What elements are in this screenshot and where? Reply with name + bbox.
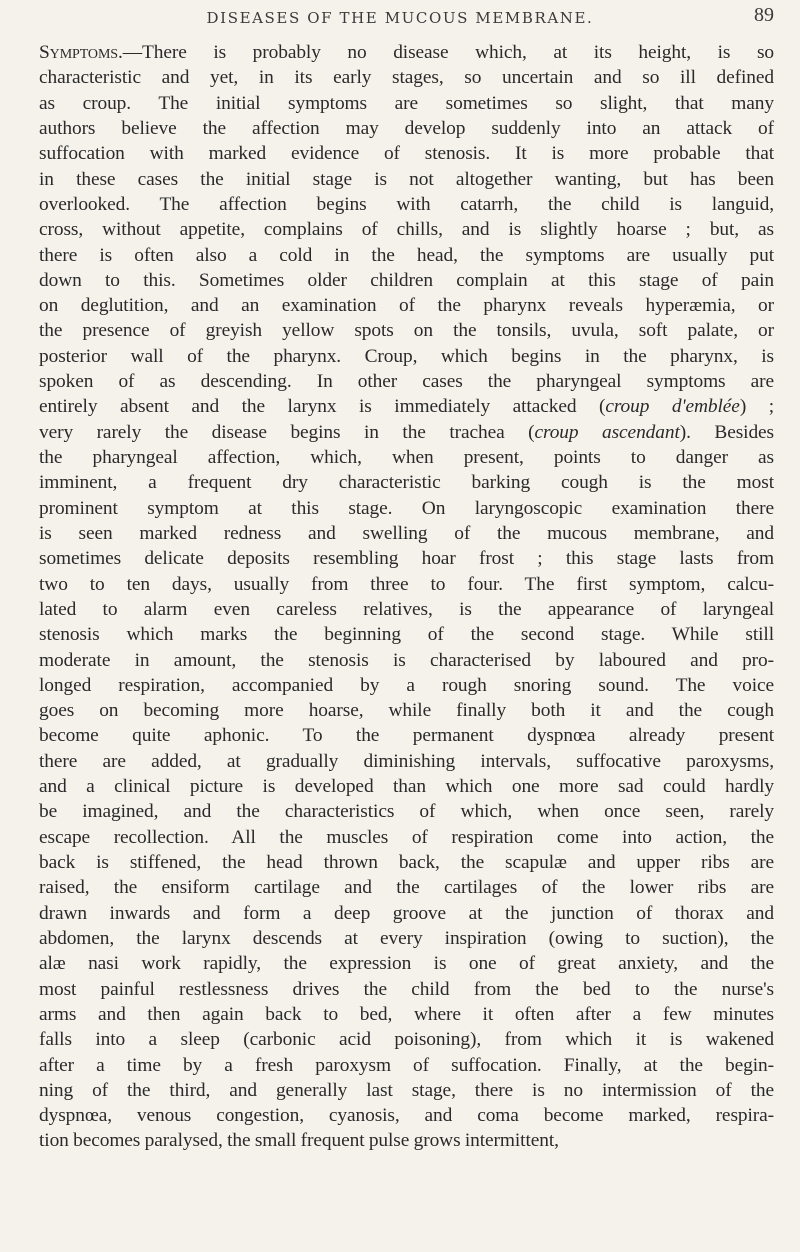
text-line bbox=[39, 875, 774, 900]
text-line bbox=[39, 394, 774, 419]
text-run: characteristic and yet, in its early stages, so uncertain and so ill defined bbox=[39, 67, 774, 89]
text-line bbox=[39, 445, 774, 470]
text-line bbox=[39, 496, 774, 521]
text-run: become quite aphonic. To the permanent dyspnœa already present bbox=[39, 725, 774, 747]
text-line bbox=[39, 673, 774, 698]
text-run: most painful restlessness drives the child from the bed to the nurse's bbox=[39, 978, 774, 1000]
text-line bbox=[39, 217, 774, 242]
text-line bbox=[39, 1002, 774, 1027]
text-line bbox=[39, 901, 774, 926]
text-line bbox=[39, 293, 774, 318]
text-line bbox=[39, 1027, 774, 1052]
text-run: moderate in amount, the stenosis is characterised by laboured and pro- bbox=[39, 649, 774, 671]
text-run: ) ; bbox=[739, 396, 774, 418]
text-line bbox=[39, 1128, 774, 1153]
text-run: longed respiration, accompanied by a rough snoring sound. The voice bbox=[39, 674, 774, 696]
text-run: back is stiffened, the head thrown back, the scapulæ and upper ribs are bbox=[39, 852, 774, 873]
text-line bbox=[39, 192, 774, 217]
body-text bbox=[39, 40, 774, 1154]
text-line bbox=[39, 318, 774, 343]
text-line bbox=[39, 698, 774, 723]
text-line bbox=[39, 344, 774, 369]
text-run: and a clinical picture is developed than which one more sad could hardly bbox=[39, 776, 774, 798]
text-line bbox=[39, 723, 774, 748]
text-run: imminent, a frequent dry characteristic barking cough is the most bbox=[39, 472, 774, 494]
text-run: dyspnœa, venous congestion, cyanosis, and coma become marked, respira- bbox=[39, 1105, 774, 1127]
page-number: 89 bbox=[754, 4, 774, 26]
text-line bbox=[39, 977, 774, 1002]
text-run: —There is probably no disease which, at its height, is so bbox=[122, 42, 774, 63]
text-line bbox=[39, 40, 774, 65]
text-line bbox=[39, 926, 774, 951]
text-line bbox=[39, 850, 774, 875]
text-run: escape recollection. All the muscles of respiration come into action, the bbox=[39, 826, 774, 848]
text-line bbox=[39, 1078, 774, 1103]
text-run: falls into a sleep (carbonic acid poisoning), from which it is wakened bbox=[39, 1029, 774, 1051]
text-run: very rarely the disease begins in the trachea ( bbox=[39, 421, 535, 443]
text-run: down to this. Sometimes older children complain at this stage of pain bbox=[39, 269, 774, 291]
text-line bbox=[39, 521, 774, 546]
text-line bbox=[39, 470, 774, 495]
text-run: ning of the third, and generally last stage, there is no intermission of the bbox=[39, 1079, 774, 1101]
text-line bbox=[39, 1103, 774, 1128]
text-line bbox=[39, 597, 774, 622]
text-run: is seen marked redness and swelling of the mucous membrane, and bbox=[39, 522, 774, 544]
text-line bbox=[39, 1053, 774, 1078]
text-run: ). Besides bbox=[679, 421, 775, 443]
text-run: cross, without appetite, complains of chills, and is slightly hoarse ; but, as bbox=[39, 219, 774, 241]
text-run: there are added, at gradually diminishing intervals, suffocative paroxysms, bbox=[39, 750, 774, 772]
text-run: drawn inwards and form a deep groove at the junction of thorax and bbox=[39, 902, 774, 924]
text-run: entirely absent and the larynx is immediately attacked ( bbox=[39, 396, 606, 418]
section-heading: Symptoms. bbox=[39, 42, 123, 63]
text-run: tion becomes paralysed, the small frequent pulse grows intermittent, bbox=[39, 1130, 559, 1152]
text-run: spoken of as descending. In other cases the pharyngeal symptoms are bbox=[39, 371, 774, 393]
text-run: the pharyngeal affection, which, when present, points to danger as bbox=[39, 447, 774, 468]
text-run: goes on becoming more hoarse, while finally both it and the cough bbox=[39, 700, 774, 722]
text-run: stenosis which marks the beginning of the second stage. While still bbox=[39, 624, 774, 646]
text-run: arms and then again back to bed, where it often after a few minutes bbox=[39, 1003, 774, 1025]
text-run: on deglutition, and an examination of the pharynx reveals hyperæmia, or bbox=[39, 295, 774, 317]
text-line bbox=[39, 369, 774, 394]
text-line bbox=[39, 749, 774, 774]
text-line bbox=[39, 420, 774, 445]
text-line bbox=[39, 572, 774, 597]
text-line bbox=[39, 825, 774, 850]
text-line bbox=[39, 648, 774, 673]
text-run: posterior wall of the pharynx. Croup, which begins in the pharynx, is bbox=[39, 345, 774, 367]
text-run: sometimes delicate deposits resembling hoar frost ; this stage lasts from bbox=[39, 548, 774, 570]
text-run: prominent symptom at this stage. On laryngoscopic examination there bbox=[39, 497, 774, 519]
text-run: be imagined, and the characteristics of which, when once seen, rarely bbox=[39, 801, 774, 823]
text-line bbox=[39, 243, 774, 268]
text-line bbox=[39, 774, 774, 799]
text-line bbox=[39, 951, 774, 976]
text-line bbox=[39, 91, 774, 116]
text-run: alæ nasi work rapidly, the expression is one of great anxiety, and the bbox=[39, 953, 774, 975]
running-head: DISEASES OF THE MUCOUS MEMBRANE. bbox=[206, 9, 594, 27]
text-run: in these cases the initial stage is not altogether wanting, but has been bbox=[39, 168, 774, 190]
text-run: as croup. The initial symptoms are sometimes so slight, that many bbox=[39, 92, 774, 114]
text-line bbox=[39, 141, 774, 166]
italic-term: croup d'emblée bbox=[605, 396, 740, 418]
text-line bbox=[39, 65, 774, 90]
text-run: lated to alarm even careless relatives, is the appearance of laryngeal bbox=[39, 598, 774, 620]
text-run: there is often also a cold in the head, the symptoms are usually put bbox=[39, 244, 774, 266]
text-line bbox=[39, 799, 774, 824]
text-run: raised, the ensiform cartilage and the cartilages of the lower ribs are bbox=[39, 877, 774, 899]
text-run: the presence of greyish yellow spots on the tonsils, uvula, soft palate, or bbox=[39, 320, 774, 342]
italic-term: croup ascendant bbox=[534, 421, 680, 443]
text-run: two to ten days, usually from three to four. The first symptom, calcu- bbox=[39, 573, 774, 595]
text-run: suffocation with marked evidence of stenosis. It is more probable that bbox=[39, 143, 774, 165]
text-run: authors believe the affection may develop suddenly into an attack of bbox=[39, 117, 774, 139]
text-line bbox=[39, 167, 774, 192]
text-line bbox=[39, 268, 774, 293]
text-line bbox=[39, 546, 774, 571]
text-line bbox=[39, 622, 774, 647]
text-line bbox=[39, 116, 774, 141]
text-run: abdomen, the larynx descends at every inspiration (owing to suction), the bbox=[39, 927, 774, 949]
text-run: overlooked. The affection begins with catarrh, the child is languid, bbox=[39, 193, 774, 215]
text-run: after a time by a fresh paroxysm of suffocation. Finally, at the begin- bbox=[39, 1054, 774, 1076]
